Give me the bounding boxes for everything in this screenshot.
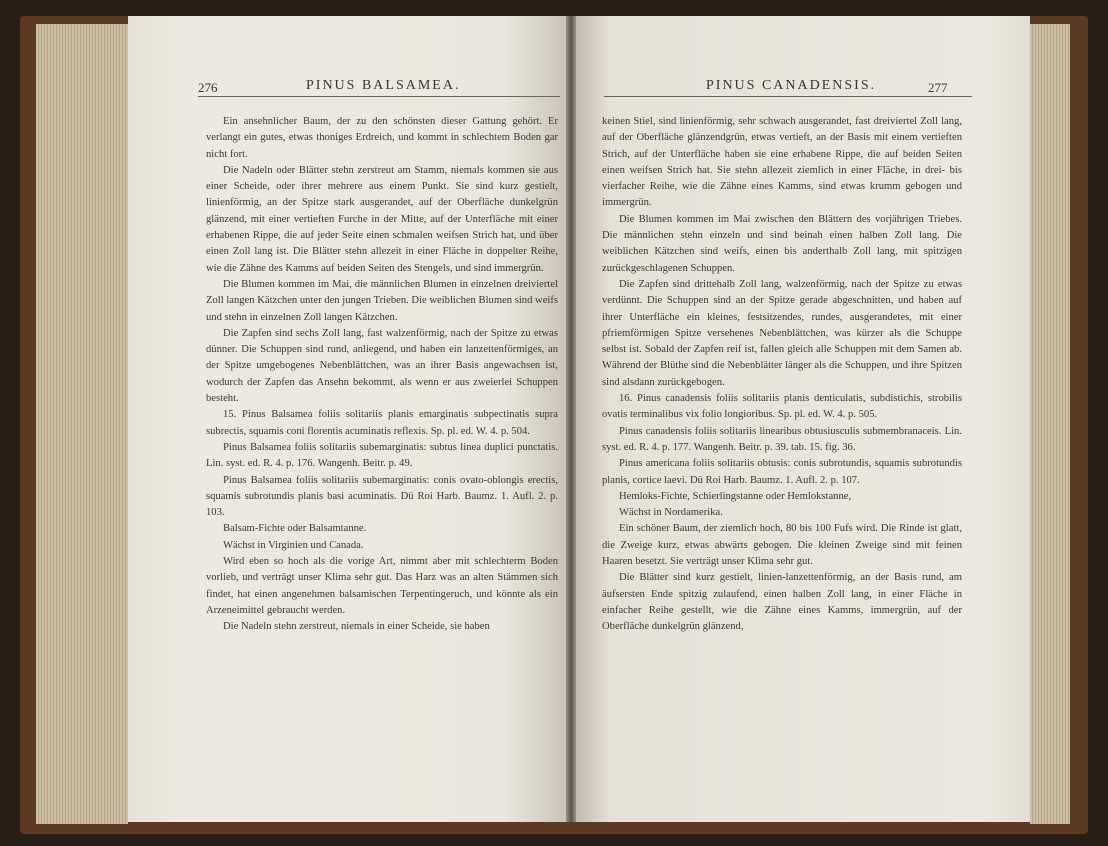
left-page-body bbox=[206, 114, 558, 636]
paragraph: Pinus Balsamea foliis solitariis subemarginatis: subtus linea duplici punctatis. Lin. syst. ed. R. 4. p. 176. Wangenh. Beitr. p. 49. bbox=[206, 441, 558, 470]
paragraph: Wird eben so hoch als die vorige Art, nimmt aber mit schlechterm Boden vorlieb, und verträgt unser Klima sehr gut. Das Harz was an alten Stämmen sich findet, hat einen angenehmen balsamischen Terpentingeruch, und könnte als ein Arzeneimittel gebraucht werden. bbox=[206, 556, 558, 616]
right-page-body bbox=[602, 114, 962, 636]
left-page bbox=[128, 16, 568, 822]
page-edges-left bbox=[36, 24, 128, 824]
page-edges-right bbox=[1030, 24, 1070, 824]
paragraph: 15. Pinus Balsamea foliis solitariis planis emarginatis subpectinatis supra subrectis, squamis coni florentis acuminatis reflexis. Sp. pl. ed. W. 4. p. 504. bbox=[206, 409, 558, 437]
right-page-header bbox=[604, 72, 972, 100]
header-rule bbox=[604, 96, 972, 97]
paragraph: Die Zapfen sind sechs Zoll lang, fast walzenförmig, nach der Spitze zu etwas dünner. Die Schuppen sind rund, anliegend, und haben ein lanzettenförmiges, an der Spitze umgebogenes Nebenblättchen, was an ihrer Basis angewachsen ist, wodurch der Zapfen das Ansehn bekommt, als wenn er aus zweierlei Schuppen besteht. bbox=[206, 327, 558, 405]
paragraph: Die Zapfen sind drittehalb Zoll lang, walzenförmig, nach der Spitze zu etwas verdünnt. Die Schuppen sind an der Spitze gerade abgeschnitten, und haben auf ihrer Unterfläche ein kleines, festsitzendes, rundes, ausgerandetes, mit einer pfriemförmigen Spitze versehenes Nebenblättchen, was kürzer als die Schuppe selbst ist. Sobald der Zapfen reif ist, fallen gleich alle Schuppen mit dem Samen ab. Während der Blüthe sind die Nebenblätter länger als die Schuppen, und ihre Spitzen sind alsdann zurückgebogen. bbox=[602, 278, 962, 388]
paragraph: Ein schöner Baum, der ziemlich hoch, 80 bis 100 Fufs wird. Die Rinde ist glatt, die Zweige kurz, etwas abwärts gebogen. Die kleinen Zweige sind mit feinen Haaren besetzt. Sie verträgt unser Klima sehr gut. bbox=[602, 523, 962, 568]
paragraph: Hemloks-Fichte, Schierlingstanne oder Hemlokstanne, bbox=[619, 490, 852, 502]
paragraph: keinen Stiel, sind linienförmig, sehr schwach ausgerandet, fast dreiviertel Zoll lang, auf der Oberfläche glänzendgrün, etwas vertieft, an der Basis mit einem vertieften Strich, auf der Unterfläche haben sie eine erhabene Rippe, die auf beiden Seiten einen weifsen Strich hat. Sie stehn allezeit ziemlich in einer Fläche, in drei- bis vierfacher Reihe, wie die Zähne eines Kamms, sind etwas krumm gebogen und immergrün. bbox=[602, 116, 962, 209]
paragraph: Die Blumen kommen im Mai, die männlichen Blumen in einzelnen dreiviertel Zoll langen Kätzchen unter den jungen Trieben. Die weiblichen Blumen sind weifs und stehn in einzelnen Zoll langen Kätzchen. bbox=[206, 278, 558, 323]
paragraph: 16. Pinus canadensis foliis solitariis planis denticulatis, subdistichis, strobilis ovatis terminalibus vix folio longioribus. Sp. pl. ed. W. 4. p. 505. bbox=[602, 393, 962, 421]
book-gutter bbox=[566, 16, 576, 822]
running-head: PINUS CANADENSIS. bbox=[706, 78, 877, 93]
page-number: 277 bbox=[928, 80, 948, 95]
paragraph: Pinus Balsamea foliis solitariis subemarginatis: conis ovato-oblongis erectis, squamis subrotundis planis basi acuminatis. Dü Roi Harb. Baumz. 1. Aufl. 2. p. 103. bbox=[206, 474, 558, 519]
paragraph: Die Blätter sind kurz gestielt, linien-lanzettenförmig, an der Basis rund, am äufsersten Ende spitzig zulaufend, einen halben Zoll lang, in einer Fläche in einfacher Reihe gestellt, wie die Zähne eines Kamms, immergrün, auf der Oberfläche dunkelgrün glänzend, bbox=[602, 572, 962, 633]
left-page-header bbox=[198, 72, 560, 100]
paragraph: Die Nadeln stehn zerstreut, niemals in einer Scheide, sie haben bbox=[223, 621, 490, 633]
paragraph: Pinus americana foliis solitariis obtusis: conis subrotundis, squamis subrotundis planis, cortice laevi. Dü Roi Harb. Baumz. 1. Aufl. 2. p. 107. bbox=[602, 458, 962, 486]
header-rule bbox=[198, 96, 560, 97]
running-head: PINUS BALSAMEA. bbox=[306, 78, 461, 93]
paragraph: Pinus canadensis foliis solitariis linearibus obtusiusculis submembranaceis. Lin. syst. ed. R. 4. p. 177. Wangenh. Beitr. p. 39. tab. 15. fig. 36. bbox=[602, 425, 962, 453]
paragraph: Die Blumen kommen im Mai zwischen den Blättern des vorjährigen Triebes. Die männlichen stehn einzeln und sind beinah einen halben Zoll lang. Die weiblichen Kätzchen sind weifs, einen bis anderthalb Zoll lang, mit spitzigen zurückgeschlagenen Schuppen. bbox=[602, 213, 962, 274]
paragraph: Ein ansehnlicher Baum, der zu den schönsten dieser Gattung gehört. Er verlangt ein gutes, etwas thoniges Erdreich, und kommt in schlechtem Boden gar nicht fort. bbox=[206, 116, 558, 160]
paragraph: Balsam-Fichte oder Balsamtanne. bbox=[223, 523, 367, 535]
paragraph: Die Nadeln oder Blätter stehn zerstreut am Stamm, niemals kommen sie aus einer Scheide, oder ihrer mehrere aus einem Punkt. Sie sind kurz gestielt, linienförmig, an der Spitze stark ausgerandet, auf der Oberfläche dunkelgrün glänzend, mit einer vertieften Furche in der Mitte, auf der Unterfläche mit einer erhabenen Rippe, die auf jeder Seite einen schmalen weifsen Strich hat, und über einen Zoll lang ist. Die Blätter stehn allezeit in einer Fläche in doppelter Reihe, wie die Zähne des Kamms auf beiden Seiten des Stengels, und sind immergrün. bbox=[206, 164, 558, 274]
paragraph: Wächst in Virginien und Canada. bbox=[223, 539, 364, 551]
paragraph: Wächst in Nordamerika. bbox=[619, 507, 723, 519]
right-page bbox=[574, 16, 1030, 822]
page-number: 276 bbox=[198, 80, 218, 95]
